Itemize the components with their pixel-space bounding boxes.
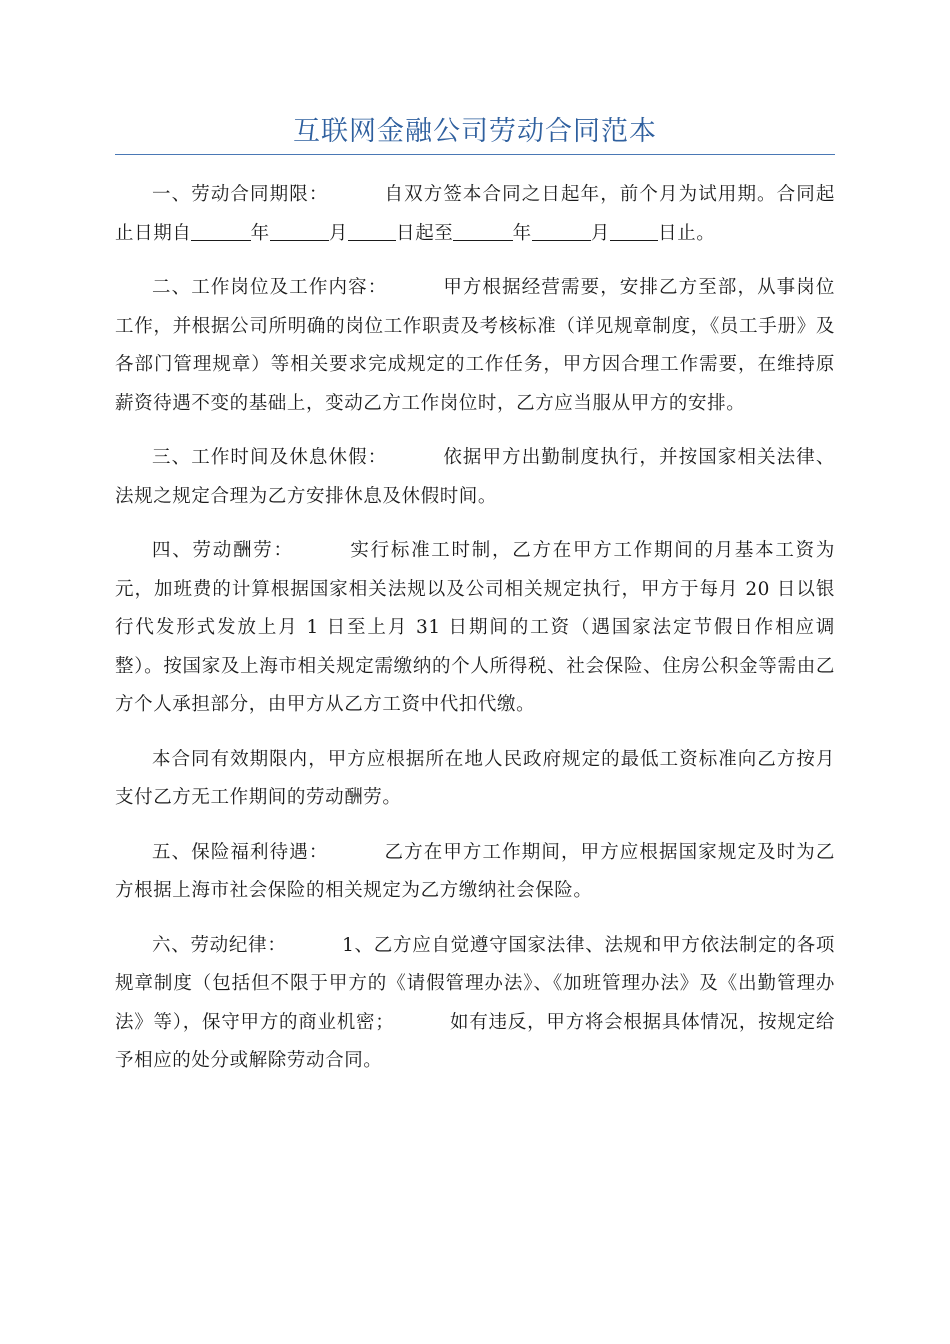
- blank-line: [191, 221, 250, 241]
- section-text: 甲方根据经营需要，安排乙方至部，从事岗位工作，并根据公司所明确的岗位工作职责及考核标准（详见规章制度，《员工手册》及各部门管理规章）等相关要求完成规定的工作任务，甲方因合理工作需要，在维持原薪资待遇不变的基础上，变动乙方工作岗位时，乙方应当服从甲方的安排。: [115, 277, 835, 414]
- section-text: 如有违反，甲方将会根据具体情况，按规定给予相应的处分或解除劳动合同。: [115, 1011, 835, 1071]
- section-position: [115, 269, 835, 423]
- document-body: [115, 176, 835, 1097]
- blank-line: [270, 221, 329, 241]
- section-discipline: [115, 927, 835, 1081]
- section-term: 一、劳动合同期限： 自双方签本合同之日起年，前个月为试用期。合同起止日期自 年 月 日起至 年 月 日止。: [115, 184, 835, 244]
- section-heading: 六、劳动纪律：: [152, 934, 287, 956]
- section-text: 依据甲方出勤制度执行，并按国家相关法律、法规之规定合理为乙方安排休息及休假时间。: [115, 447, 835, 507]
- section-hours: [115, 439, 835, 516]
- blank-line: [348, 221, 396, 241]
- blank-line: [532, 221, 591, 241]
- title-divider: [115, 154, 835, 155]
- section-pay: [115, 532, 835, 725]
- section-heading: 五、保险福利待遇：: [152, 841, 329, 863]
- section-text: 自双方签本合同之日起年，前个月为试用期。合同起止日期自: [115, 184, 835, 244]
- section-insurance: [115, 834, 835, 911]
- document-title: 互联网金融公司劳动合同范本: [293, 116, 657, 147]
- section-min-wage: [115, 741, 835, 818]
- section-heading: 一、劳动合同期限：: [152, 184, 329, 205]
- blank-line: [453, 221, 512, 241]
- section-text: 1、乙方应自觉遵守国家法律、法规和甲方依法制定的各项规章制度（包括但不限于甲方的《请假管理办法》、《加班管理办法》及《出勤管理办法》等），保守甲方的商业机密；: [115, 934, 835, 1033]
- section-text: 乙方在甲方工作期间，甲方应根据国家规定及时为乙方根据上海市社会保险的相关规定为乙方缴纳社会保险。: [115, 841, 835, 901]
- section-heading: 四、劳动酬劳：: [152, 540, 294, 561]
- blank-line: [610, 221, 658, 241]
- section-heading: 二、工作岗位及工作内容：: [152, 277, 388, 298]
- section-text: 实行标准工时制，乙方在甲方工作期间的月基本工资为元，加班费的计算根据国家相关法规以及公司相关规定执行，甲方于每月 20 日以银行代发形式发放上月 1 日至上月 31 日期间的工资（遇国家法定节假日作相应调整）。按国家及上海市相关规定需缴纳的个人所得税、社会保险、住房公积金等需由乙方个人承担部分，由甲方从乙方工资中代扣代缴。: [115, 540, 836, 715]
- section-text: 本合同有效期限内，甲方应根据所在地人民政府规定的最低工资标准向乙方按月支付乙方无工作期间的劳动酬劳。: [115, 748, 835, 808]
- section-heading: 三、工作时间及休息休假：: [152, 447, 388, 468]
